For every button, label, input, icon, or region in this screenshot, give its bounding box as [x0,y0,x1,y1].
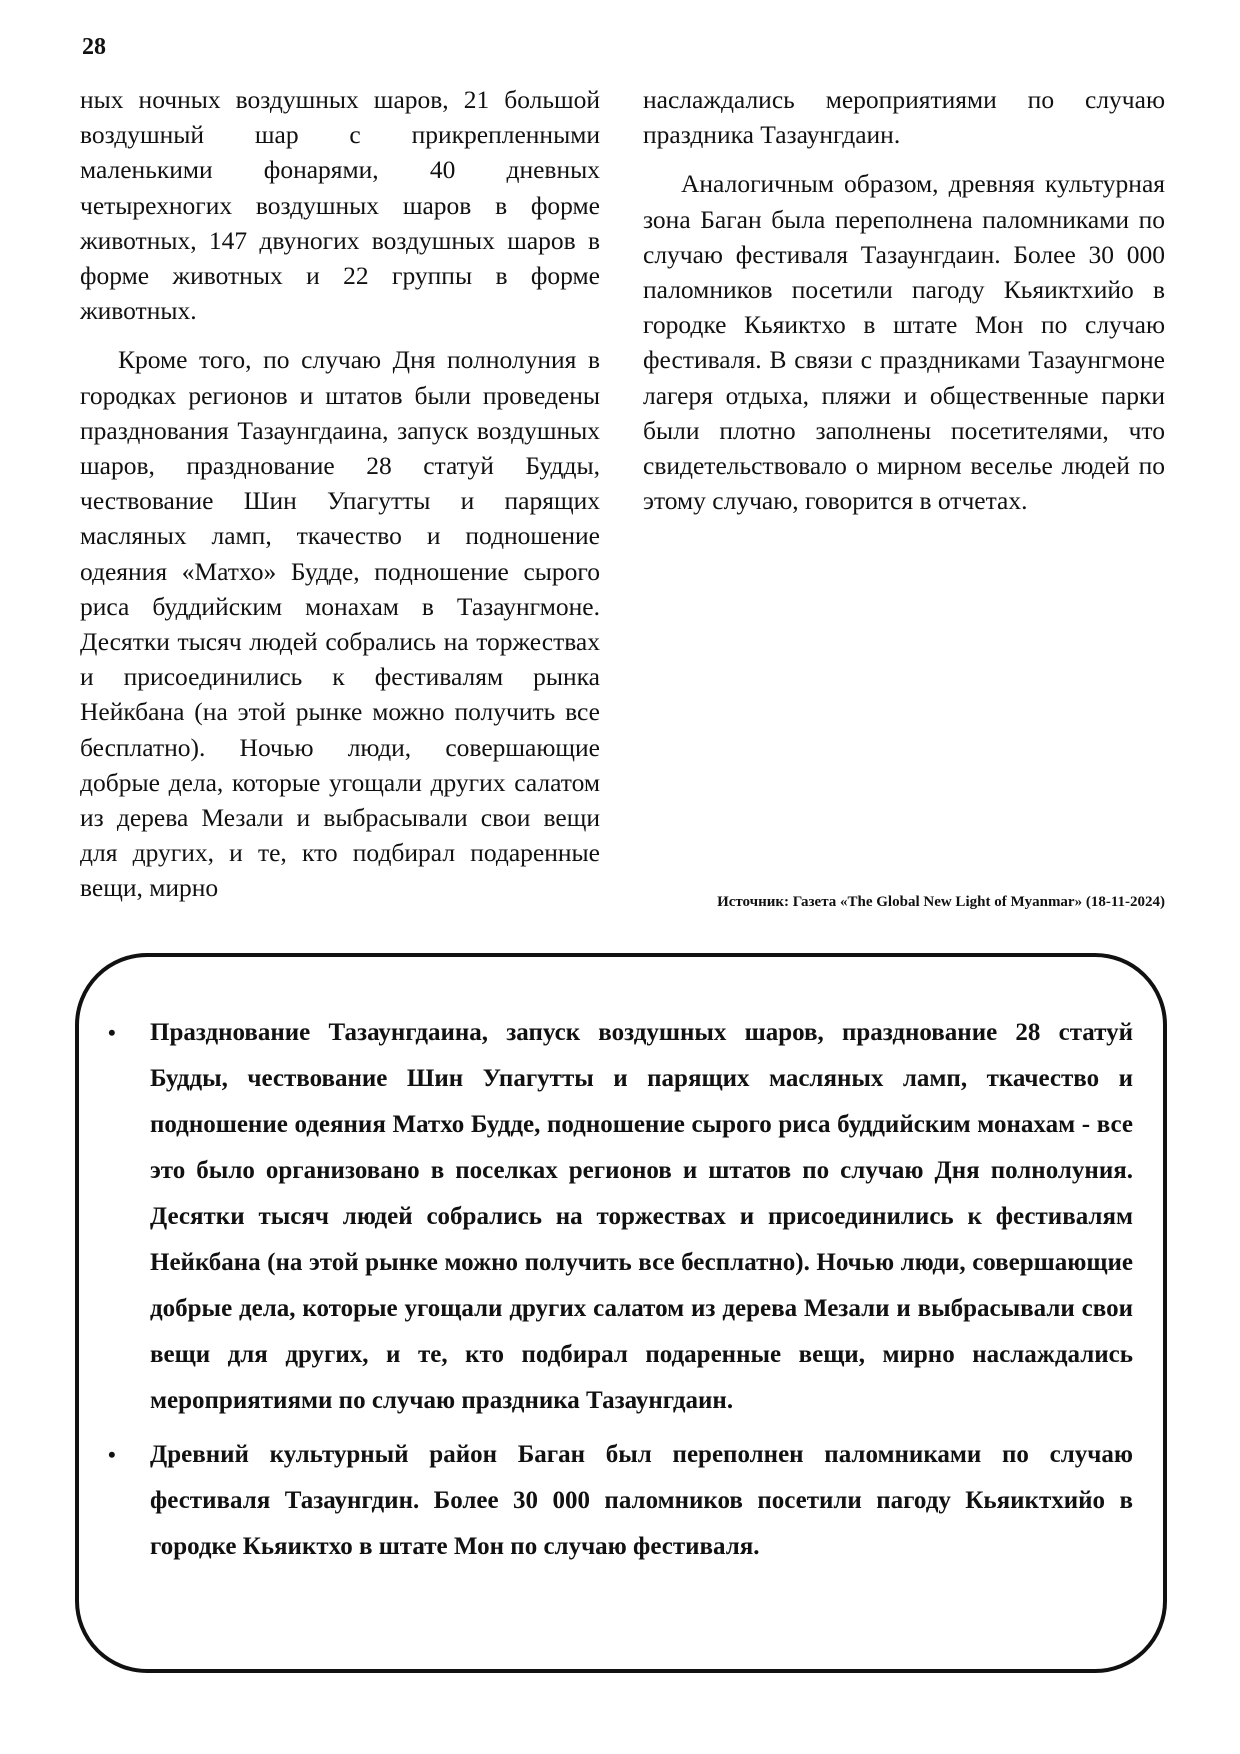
right-paragraph: Аналогичным образом, древняя культурная зона Баган была переполнена паломниками по случаю фестиваля Тазаунгдаин. Более 30 000 паломников посетили пагоду Кьяиктхийо в городке Кьяиктхо в штате Мон по случаю фестиваля. В связи с праздниками Тазаунгмоне лагеря отдыха, пляжи и общественные парки были плотно заполнены посетителями, что свидетельствовало о мирном веселье людей по этому случаю, говорится в отчетах. [643,169,1165,516]
right-column [643,82,1165,518]
left-paragraph-continuation: ных ночных воздушных шаров, 21 большой воздушный шар с прикрепленными маленькими фонарями, 40 дневных четырехногих воздушных шаров в форме животных, 147 двуногих воздушных шаров в форме животных и 22 группы в форме животных. [80,85,600,326]
right-paragraph-continuation: наслаждались мероприятиями по случаю праздника Тазаунгдаин. [643,85,1165,150]
bullet-icon: • [108,1020,116,1045]
summary-list [108,1010,1133,1570]
bullet-icon: • [108,1442,116,1467]
page-number: 28 [82,34,106,60]
summary-item [108,1010,1133,1424]
summary-item [108,1432,1133,1570]
left-column [80,82,600,906]
source-citation: Источник: Газета «The Global New Light of Myanmar» (18-11-2024) [717,894,1165,910]
left-paragraph: Кроме того, по случаю Дня полнолуния в городках регионов и штатов были проведены празднования Тазаунгдаина, запуск воздушных шаров, празднование 28 статуй Будды, чествование Шин Упагутты и парящих масляных ламп, ткачество и подношение одеяния «Матхо» Будде, подношение сырого риса буддийским монахам в Тазаунгмоне. Десятки тысяч людей собрались на торжествах и присоединились к фестивалям рынка Нейкбана (на этой рынке можно получить все бесплатно). Ночью люди, совершающие добрые дела, которые угощали других салатом из дерева Мезали и выбрасывали свои вещи для других, и те, кто подбирал подаренные вещи, мирно [80,345,600,903]
summary-item-text: Празднование Тазаунгдаина, запуск воздушных шаров, празднование 28 статуй Будды, чествование Шин Упагутты и парящих масляных ламп, ткачество и подношение одеяния Матхо Будде, подношение сырого риса буддийским монахам - все это было организовано в поселках регионов и штатов по случаю Дня полнолуния. Десятки тысяч людей собрались на торжествах и присоединились к фестивалям Нейкбана (на этой рынке можно получить все бесплатно). Ночью люди, совершающие добрые дела, которые угощали других салатом из дерева Мезали и выбрасывали свои вещи для других, и те, кто подбирал подаренные вещи, мирно наслаждались мероприятиями по случаю праздника Тазаунгдаин. [150,1019,1133,1414]
summary-item-text: Древний культурный район Баган был переполнен паломниками по случаю фестиваля Тазаунгдин. Более 30 000 паломников посетили пагоду Кьяиктхийо в городке Кьяиктхо в штате Мон по случаю фестиваля. [150,1441,1133,1560]
